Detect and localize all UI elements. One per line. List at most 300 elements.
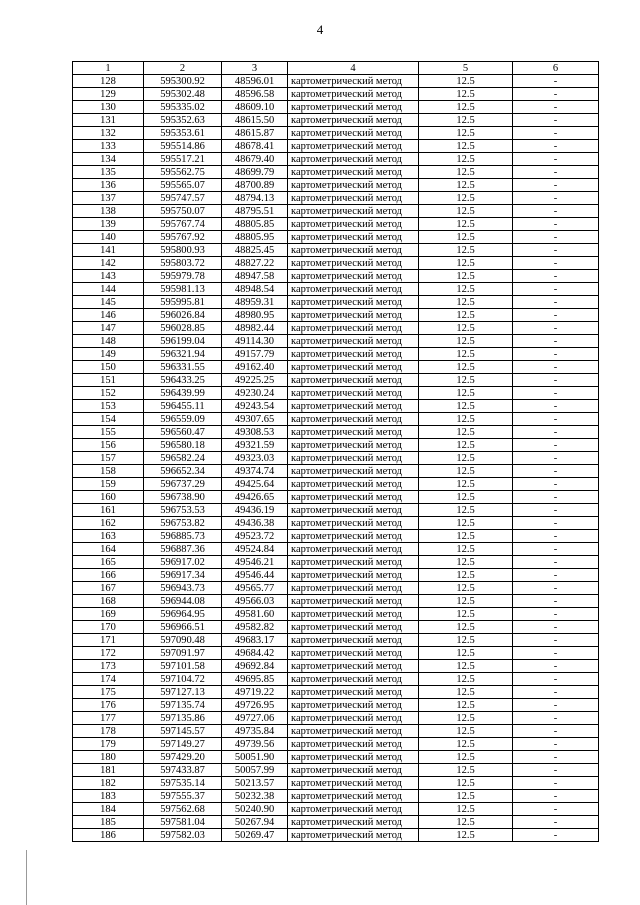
y-coordinate-cell: 49582.82 [222,621,288,634]
accuracy-cell: 12.5 [419,348,513,361]
point-number-cell: 153 [73,400,144,413]
x-coordinate-cell: 596331.55 [144,361,222,374]
x-coordinate-cell: 596753.82 [144,517,222,530]
table-row [73,608,599,621]
method-cell: картометрический метод [288,413,419,426]
accuracy-cell: 12.5 [419,712,513,725]
note-cell: - [513,595,599,608]
note-cell: - [513,764,599,777]
y-coordinate-cell: 48615.50 [222,114,288,127]
accuracy-cell: 12.5 [419,738,513,751]
x-coordinate-cell: 596966.51 [144,621,222,634]
accuracy-cell: 12.5 [419,426,513,439]
accuracy-cell: 12.5 [419,452,513,465]
accuracy-cell: 12.5 [419,491,513,504]
y-coordinate-cell: 48794.13 [222,192,288,205]
point-number-cell: 129 [73,88,144,101]
point-number-cell: 171 [73,634,144,647]
note-cell: - [513,699,599,712]
accuracy-cell: 12.5 [419,751,513,764]
note-cell: - [513,257,599,270]
note-cell: - [513,556,599,569]
method-cell: картометрический метод [288,725,419,738]
point-number-cell: 160 [73,491,144,504]
y-coordinate-cell: 49581.60 [222,608,288,621]
y-coordinate-cell: 50240.90 [222,803,288,816]
y-coordinate-cell: 48609.10 [222,101,288,114]
point-number-cell: 167 [73,582,144,595]
method-cell: картометрический метод [288,517,419,530]
table-row [73,231,599,244]
x-coordinate-cell: 597135.86 [144,712,222,725]
y-coordinate-cell: 48825.45 [222,244,288,257]
column-header: 2 [144,62,222,75]
table-header-row [73,62,599,75]
method-cell: картометрический метод [288,829,419,842]
x-coordinate-cell: 597091.97 [144,647,222,660]
accuracy-cell: 12.5 [419,634,513,647]
table-row [73,595,599,608]
table-row [73,322,599,335]
method-cell: картометрический метод [288,192,419,205]
x-coordinate-cell: 595750.07 [144,205,222,218]
note-cell: - [513,504,599,517]
method-cell: картометрический метод [288,322,419,335]
method-cell: картометрический метод [288,595,419,608]
method-cell: картометрический метод [288,556,419,569]
note-cell: - [513,205,599,218]
note-cell: - [513,686,599,699]
x-coordinate-cell: 596582.24 [144,452,222,465]
y-coordinate-cell: 48980.95 [222,309,288,322]
point-number-cell: 144 [73,283,144,296]
method-cell: картометрический метод [288,361,419,374]
accuracy-cell: 12.5 [419,257,513,270]
x-coordinate-cell: 596917.34 [144,569,222,582]
y-coordinate-cell: 50267.94 [222,816,288,829]
note-cell: - [513,114,599,127]
accuracy-cell: 12.5 [419,192,513,205]
accuracy-cell: 12.5 [419,777,513,790]
y-coordinate-cell: 49157.79 [222,348,288,361]
note-cell: - [513,140,599,153]
y-coordinate-cell: 49225.25 [222,374,288,387]
note-cell: - [513,751,599,764]
point-number-cell: 132 [73,127,144,140]
table-row [73,452,599,465]
point-number-cell: 173 [73,660,144,673]
table-row [73,517,599,530]
x-coordinate-cell: 595302.48 [144,88,222,101]
accuracy-cell: 12.5 [419,608,513,621]
note-cell: - [513,829,599,842]
note-cell: - [513,439,599,452]
x-coordinate-cell: 596199.04 [144,335,222,348]
point-number-cell: 130 [73,101,144,114]
note-cell: - [513,179,599,192]
method-cell: картометрический метод [288,153,419,166]
table-row [73,738,599,751]
accuracy-cell: 12.5 [419,283,513,296]
method-cell: картометрический метод [288,608,419,621]
note-cell: - [513,361,599,374]
table-row [73,400,599,413]
method-cell: картометрический метод [288,777,419,790]
x-coordinate-cell: 595517.21 [144,153,222,166]
x-coordinate-cell: 595565.07 [144,179,222,192]
table-row [73,543,599,556]
coordinates-table [72,61,599,842]
y-coordinate-cell: 48596.01 [222,75,288,88]
accuracy-cell: 12.5 [419,153,513,166]
table-row [73,790,599,803]
point-number-cell: 138 [73,205,144,218]
point-number-cell: 159 [73,478,144,491]
note-cell: - [513,452,599,465]
point-number-cell: 174 [73,673,144,686]
table-row [73,374,599,387]
accuracy-cell: 12.5 [419,569,513,582]
point-number-cell: 179 [73,738,144,751]
x-coordinate-cell: 595562.75 [144,166,222,179]
x-coordinate-cell: 595352.63 [144,114,222,127]
accuracy-cell: 12.5 [419,322,513,335]
accuracy-cell: 12.5 [419,465,513,478]
note-cell: - [513,608,599,621]
point-number-cell: 152 [73,387,144,400]
x-coordinate-cell: 595300.92 [144,75,222,88]
accuracy-cell: 12.5 [419,296,513,309]
method-cell: картометрический метод [288,270,419,283]
accuracy-cell: 12.5 [419,478,513,491]
x-coordinate-cell: 595979.78 [144,270,222,283]
table-row [73,803,599,816]
y-coordinate-cell: 49523.72 [222,530,288,543]
x-coordinate-cell: 597127.13 [144,686,222,699]
x-coordinate-cell: 597581.04 [144,816,222,829]
x-coordinate-cell: 597562.68 [144,803,222,816]
note-cell: - [513,218,599,231]
x-coordinate-cell: 596738.90 [144,491,222,504]
point-number-cell: 169 [73,608,144,621]
table-row [73,127,599,140]
y-coordinate-cell: 50213.57 [222,777,288,790]
table-row [73,309,599,322]
accuracy-cell: 12.5 [419,244,513,257]
accuracy-cell: 12.5 [419,335,513,348]
x-coordinate-cell: 596917.02 [144,556,222,569]
y-coordinate-cell: 48679.40 [222,153,288,166]
method-cell: картометрический метод [288,504,419,517]
table-row [73,673,599,686]
accuracy-cell: 12.5 [419,361,513,374]
y-coordinate-cell: 49321.59 [222,439,288,452]
method-cell: картометрический метод [288,296,419,309]
note-cell: - [513,816,599,829]
x-coordinate-cell: 596887.36 [144,543,222,556]
table-row [73,712,599,725]
point-number-cell: 158 [73,465,144,478]
scan-edge-line [26,850,27,905]
point-number-cell: 163 [73,530,144,543]
accuracy-cell: 12.5 [419,595,513,608]
point-number-cell: 136 [73,179,144,192]
note-cell: - [513,725,599,738]
method-cell: картометрический метод [288,621,419,634]
point-number-cell: 134 [73,153,144,166]
y-coordinate-cell: 48700.89 [222,179,288,192]
method-cell: картометрический метод [288,491,419,504]
method-cell: картометрический метод [288,439,419,452]
x-coordinate-cell: 595747.57 [144,192,222,205]
point-number-cell: 185 [73,816,144,829]
table-row [73,634,599,647]
method-cell: картометрический метод [288,764,419,777]
method-cell: картометрический метод [288,101,419,114]
x-coordinate-cell: 597145.57 [144,725,222,738]
table-row [73,491,599,504]
note-cell: - [513,374,599,387]
x-coordinate-cell: 597433.87 [144,764,222,777]
accuracy-cell: 12.5 [419,504,513,517]
point-number-cell: 178 [73,725,144,738]
accuracy-cell: 12.5 [419,764,513,777]
table-row [73,348,599,361]
method-cell: картометрический метод [288,426,419,439]
accuracy-cell: 12.5 [419,114,513,127]
note-cell: - [513,777,599,790]
accuracy-cell: 12.5 [419,790,513,803]
y-coordinate-cell: 48959.31 [222,296,288,309]
table-row [73,257,599,270]
y-coordinate-cell: 49436.19 [222,504,288,517]
point-number-cell: 139 [73,218,144,231]
method-cell: картометрический метод [288,452,419,465]
x-coordinate-cell: 597535.14 [144,777,222,790]
note-cell: - [513,712,599,725]
accuracy-cell: 12.5 [419,387,513,400]
method-cell: картометрический метод [288,75,419,88]
note-cell: - [513,426,599,439]
point-number-cell: 148 [73,335,144,348]
y-coordinate-cell: 49243.54 [222,400,288,413]
table-row [73,153,599,166]
method-cell: картометрический метод [288,257,419,270]
accuracy-cell: 12.5 [419,647,513,660]
table-row [73,88,599,101]
note-cell: - [513,530,599,543]
y-coordinate-cell: 48596.58 [222,88,288,101]
point-number-cell: 157 [73,452,144,465]
y-coordinate-cell: 49683.17 [222,634,288,647]
point-number-cell: 131 [73,114,144,127]
note-cell: - [513,88,599,101]
table-row [73,478,599,491]
x-coordinate-cell: 595995.81 [144,296,222,309]
note-cell: - [513,413,599,426]
method-cell: картометрический метод [288,647,419,660]
note-cell: - [513,283,599,296]
method-cell: картометрический метод [288,530,419,543]
y-coordinate-cell: 49684.42 [222,647,288,660]
method-cell: картометрический метод [288,478,419,491]
table-row [73,504,599,517]
x-coordinate-cell: 596028.85 [144,322,222,335]
table-row [73,777,599,790]
y-coordinate-cell: 49524.84 [222,543,288,556]
y-coordinate-cell: 48699.79 [222,166,288,179]
y-coordinate-cell: 48678.41 [222,140,288,153]
y-coordinate-cell: 50051.90 [222,751,288,764]
method-cell: картометрический метод [288,686,419,699]
x-coordinate-cell: 595803.72 [144,257,222,270]
y-coordinate-cell: 49230.24 [222,387,288,400]
table-row [73,647,599,660]
column-header: 3 [222,62,288,75]
table-row [73,361,599,374]
y-coordinate-cell: 49695.85 [222,673,288,686]
note-cell: - [513,803,599,816]
x-coordinate-cell: 596560.47 [144,426,222,439]
table-row [73,816,599,829]
note-cell: - [513,491,599,504]
y-coordinate-cell: 49735.84 [222,725,288,738]
method-cell: картометрический метод [288,374,419,387]
y-coordinate-cell: 49727.06 [222,712,288,725]
y-coordinate-cell: 48805.85 [222,218,288,231]
method-cell: картометрический метод [288,166,419,179]
point-number-cell: 137 [73,192,144,205]
y-coordinate-cell: 49692.84 [222,660,288,673]
note-cell: - [513,309,599,322]
point-number-cell: 184 [73,803,144,816]
method-cell: картометрический метод [288,543,419,556]
point-number-cell: 156 [73,439,144,452]
x-coordinate-cell: 597104.72 [144,673,222,686]
accuracy-cell: 12.5 [419,673,513,686]
x-coordinate-cell: 596652.34 [144,465,222,478]
point-number-cell: 183 [73,790,144,803]
x-coordinate-cell: 595800.93 [144,244,222,257]
method-cell: картометрический метод [288,387,419,400]
x-coordinate-cell: 596753.53 [144,504,222,517]
point-number-cell: 177 [73,712,144,725]
method-cell: картометрический метод [288,218,419,231]
accuracy-cell: 12.5 [419,517,513,530]
table-row [73,751,599,764]
accuracy-cell: 12.5 [419,829,513,842]
method-cell: картометрический метод [288,205,419,218]
method-cell: картометрический метод [288,465,419,478]
point-number-cell: 172 [73,647,144,660]
table-row [73,426,599,439]
note-cell: - [513,192,599,205]
table-row [73,439,599,452]
table-row [73,699,599,712]
table-row [73,725,599,738]
y-coordinate-cell: 49308.53 [222,426,288,439]
y-coordinate-cell: 49546.44 [222,569,288,582]
note-cell: - [513,75,599,88]
accuracy-cell: 12.5 [419,270,513,283]
x-coordinate-cell: 595514.86 [144,140,222,153]
point-number-cell: 146 [73,309,144,322]
y-coordinate-cell: 49323.03 [222,452,288,465]
y-coordinate-cell: 49162.40 [222,361,288,374]
method-cell: картометрический метод [288,751,419,764]
note-cell: - [513,231,599,244]
accuracy-cell: 12.5 [419,530,513,543]
point-number-cell: 145 [73,296,144,309]
accuracy-cell: 12.5 [419,309,513,322]
x-coordinate-cell: 596737.29 [144,478,222,491]
note-cell: - [513,101,599,114]
note-cell: - [513,478,599,491]
x-coordinate-cell: 596559.09 [144,413,222,426]
point-number-cell: 170 [73,621,144,634]
point-number-cell: 147 [73,322,144,335]
table-row [73,101,599,114]
accuracy-cell: 12.5 [419,231,513,244]
method-cell: картометрический метод [288,790,419,803]
point-number-cell: 162 [73,517,144,530]
table-row [73,244,599,257]
method-cell: картометрический метод [288,634,419,647]
table-row [73,270,599,283]
point-number-cell: 166 [73,569,144,582]
y-coordinate-cell: 49566.03 [222,595,288,608]
method-cell: картометрический метод [288,569,419,582]
point-number-cell: 142 [73,257,144,270]
accuracy-cell: 12.5 [419,543,513,556]
method-cell: картометрический метод [288,179,419,192]
method-cell: картометрический метод [288,244,419,257]
method-cell: картометрический метод [288,673,419,686]
table-row [73,140,599,153]
note-cell: - [513,127,599,140]
accuracy-cell: 12.5 [419,374,513,387]
note-cell: - [513,348,599,361]
accuracy-cell: 12.5 [419,179,513,192]
point-number-cell: 175 [73,686,144,699]
table-row [73,75,599,88]
point-number-cell: 180 [73,751,144,764]
method-cell: картометрический метод [288,712,419,725]
y-coordinate-cell: 48948.54 [222,283,288,296]
method-cell: картометрический метод [288,803,419,816]
table-row [73,335,599,348]
note-cell: - [513,621,599,634]
method-cell: картометрический метод [288,127,419,140]
note-cell: - [513,387,599,400]
note-cell: - [513,153,599,166]
note-cell: - [513,582,599,595]
column-header: 4 [288,62,419,75]
x-coordinate-cell: 595353.61 [144,127,222,140]
accuracy-cell: 12.5 [419,686,513,699]
note-cell: - [513,296,599,309]
accuracy-cell: 12.5 [419,556,513,569]
accuracy-cell: 12.5 [419,101,513,114]
point-number-cell: 154 [73,413,144,426]
y-coordinate-cell: 50232.38 [222,790,288,803]
x-coordinate-cell: 596439.99 [144,387,222,400]
table-row [73,686,599,699]
point-number-cell: 128 [73,75,144,88]
accuracy-cell: 12.5 [419,699,513,712]
point-number-cell: 133 [73,140,144,153]
x-coordinate-cell: 595981.13 [144,283,222,296]
